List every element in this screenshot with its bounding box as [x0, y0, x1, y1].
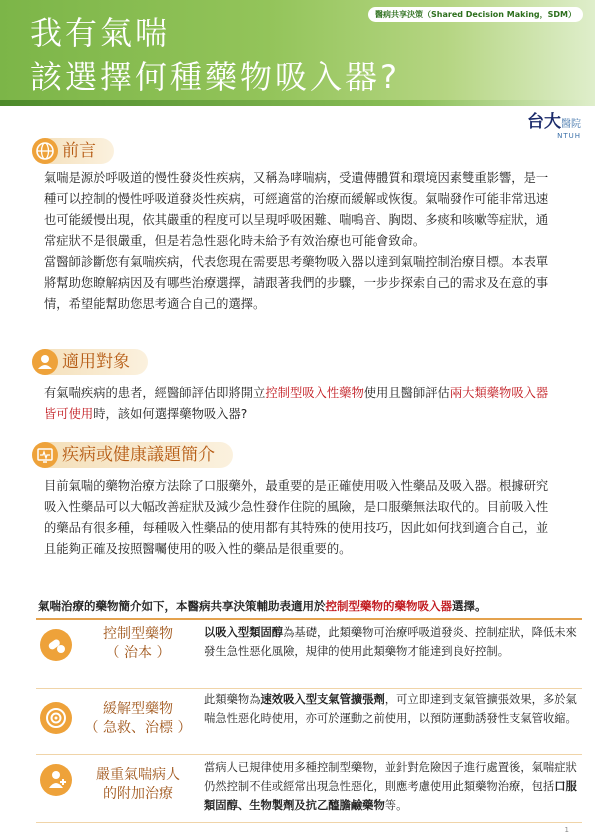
monitor-heart-icon: [32, 442, 58, 468]
target-icon: [40, 702, 72, 734]
drug-category-name: 嚴重氣喘病人 的附加治療: [96, 767, 180, 802]
drug-category-name: 控制型藥物 （ 治本 ）: [103, 626, 173, 661]
drug-description: 此類藥物為速效吸入型支氣管擴張劑，可立即達到支氣管擴張效果，多於氣喘急性惡化時使用，亦可於運動之前使用，以預防運動誘發性支氣管收縮。: [204, 693, 577, 725]
drug-description: 以吸入型類固醇為基礎，此類藥物可治療呼吸道發炎、控制症狀，降低未來發生急性惡化風險，規律的使用此類藥物才能達到良好控制。: [204, 626, 577, 658]
row-divider: [36, 688, 582, 689]
drug-category-name: 緩解型藥物 （ 急救、治標 ）: [84, 701, 192, 736]
drug-category: [36, 623, 200, 683]
foreword-body: [44, 168, 552, 315]
patient-icon: [40, 764, 72, 796]
section-title: 前言: [62, 141, 96, 161]
logo-main: 台大: [527, 112, 561, 132]
sdm-badge: 醫病共享決策（Shared Decision Making，SDM）: [368, 7, 583, 22]
person-icon: [32, 349, 58, 375]
globe-icon: [32, 138, 58, 164]
page-title-line1: 我有氣喘: [30, 14, 171, 52]
target-text-red1: 控制型吸入性藥物: [265, 386, 364, 400]
target-body: [44, 383, 552, 425]
section-title: 疾病或健康議題簡介: [62, 445, 215, 465]
foreword-paragraph-2: 當醫師診斷您有氣喘疾病，代表您現在需要思考藥物吸入器以達到氣喘控制治療目標。本表單將幫助您瞭解病因及有哪些治療選擇，請跟著我們的步驟，一步步探索自己的需求及在意的事情，希望能幫助您思考適合自己的選擇。: [44, 255, 549, 311]
drug-intro: [38, 598, 487, 614]
foreword-paragraph-1: 氣喘是源於呼吸道的慢性發炎性疾病，又稱為哮喘病，受遺傳體質和環境因素雙重影響，是一種可以控制的慢性呼吸道發炎性疾病，可經適當的治療而緩解或恢復。氣喘發作可能非常迅速也可能緩慢出現，依其嚴重的程度可以呈現呼吸困難、喘鳴音、胸悶、多痰和咳嗽等症狀，通常症狀不是很嚴重，但是若急性惡化時未給予有效治療也可能會致命。: [44, 171, 549, 248]
section-title: 適用對象: [62, 352, 130, 372]
logo-sub: 醫院: [561, 119, 581, 130]
target-text-a: 有氣喘疾病的患者，經醫師評估即將開立: [44, 386, 266, 400]
page-title-line2: 該選擇何種藥物吸入器?: [30, 58, 400, 96]
pills-icon: [40, 629, 72, 661]
drug-category: [36, 758, 200, 818]
row-divider: [36, 822, 582, 823]
page-number: 1: [564, 826, 569, 834]
drug-intro-a: 氣喘治療的藥物簡介如下，本醫病共享決策輔助表適用於: [38, 599, 326, 613]
table-top-rule: [36, 618, 582, 620]
target-text-red2: 兩大類藥物吸入器皆可使用: [44, 386, 549, 421]
section-header-disease: [32, 442, 233, 468]
section-header-foreword: [32, 138, 114, 164]
disease-body: [44, 476, 552, 560]
section-header-target: [32, 349, 148, 375]
target-text-b: 使用且醫師評估: [363, 386, 450, 400]
drug-category: [36, 692, 200, 752]
disease-paragraph: 目前氣喘的藥物治療方法除了口服藥外，最重要的是正確使用吸入性藥品及吸入器。根據研究吸入性藥品可以大幅改善症狀及減少急性發作住院的風險，是口服藥無法取代的。目前吸入性的藥品有很多種，每種吸入性藥品的使用都有其特殊的使用技巧，因此如何找到適合自己，並且能夠正確及按照醫囑使用的吸入性的藥品是很重要的。: [44, 479, 549, 556]
drug-description: 當病人已規律使用多種控制型藥物，並針對危險因子進行處置後，氣喘症狀仍然控制不佳或經常出現急性惡化，則應考慮使用此類藥物治療，包括口服類固醇、生物製劑及抗乙醯膽鹼藥物等。: [204, 761, 577, 812]
logo-en: NTUH: [557, 132, 581, 140]
drug-intro-red: 控制型藥物的藥物吸入器: [325, 599, 452, 613]
hospital-logo: [527, 114, 581, 141]
drug-intro-b: 選擇。: [452, 599, 487, 613]
target-text-c: 時，該如何選擇藥物吸入器?: [93, 407, 248, 421]
row-divider: [36, 754, 582, 755]
